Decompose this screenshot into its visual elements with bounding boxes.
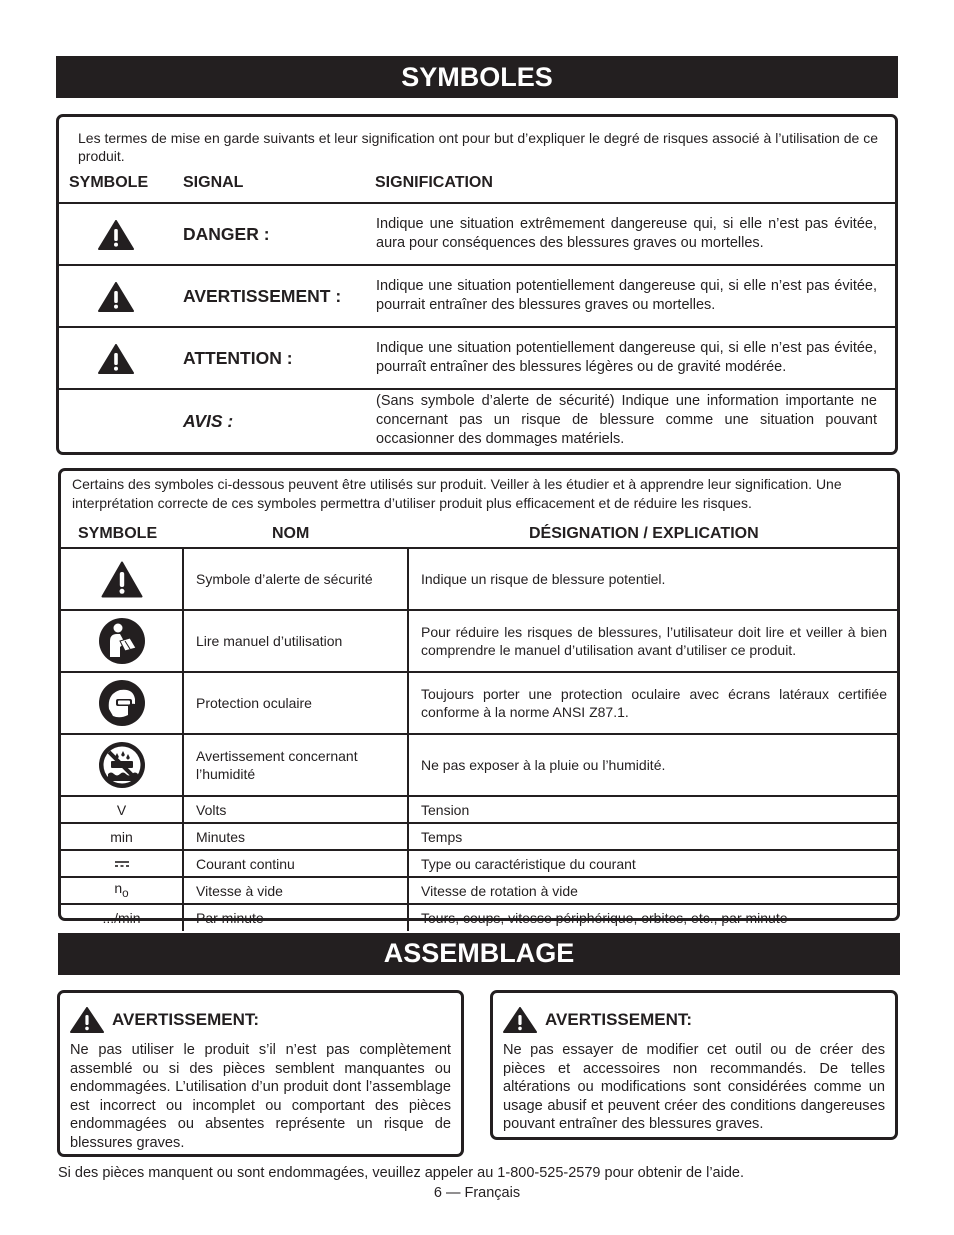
signal-meaning: (Sans symbole d’alerte de sécurité) Indique une information importante ne concernant pas un risque de blessure comme une situation pouvant occasionner des dommages matériels. [376, 393, 877, 447]
signal-words-box [56, 114, 898, 455]
symbol-name: Minutes [183, 823, 408, 850]
signal-meaning: Indique une situation potentiellement dangereuse qui, si elle n’est pas évitée, pourrait entraîner des blessures graves ou mortelles. [376, 278, 877, 313]
symbol-designation: Tension [408, 796, 897, 823]
table-row [61, 610, 897, 672]
symbol-cell: min [61, 823, 183, 850]
symbol-cell [61, 548, 183, 610]
symbol-cell: .../min [61, 904, 183, 931]
warning-text: Ne pas utiliser le produit s’il n’est pas complètement assemblé ou si des pièces semblent manquantes ou endommagées. L’utilisation d’un produit dont l’assemblage est incorrect ou incomplet ou comportant des pièces endommagées ou absentes représente un risque de blessures graves. [70, 1042, 451, 1151]
table-row [61, 734, 897, 796]
page-number: 6 — Français [433, 1185, 521, 1201]
symbol-subscript: o [122, 886, 129, 900]
signal-row-avis [59, 388, 895, 452]
symbol-designation: Pour réduire les risques de blessures, l’utilisateur doit lire et veiller à bien comprendre le manuel d’utilisation avant d’utiliser ce produit. [408, 610, 897, 672]
eye-protection-icon [98, 679, 146, 727]
symbols-table-intro: Certains des symboles ci-dessous peuvent être utilisés sur produit. Veiller à les étudier et à apprendre leur signification. Une interprétation correcte de ces symboles permettra d’utiliser produit plus efficacement et de réduire les risques. [72, 476, 842, 511]
signal-meaning: Indique une situation extrêmement dangereuse qui, si elle n’est pas évitée, aura pour conséquences des blessures graves ou mortelles. [376, 216, 877, 251]
symbol-cell: V [61, 796, 183, 823]
symbol-designation: Type ou caractéristique du courant [408, 850, 897, 877]
safety-alert-icon [101, 561, 143, 598]
signal-word: ATTENTION : [183, 348, 293, 368]
warning-text: Ne pas essayer de modifier cet outil ou de créer des pièces et accessoires non recommandés. De telles altérations ou modifications sont considérées comme un usage abusif et peuvent créer des conditions dangereuses pouvant entraîner des blessures graves. [503, 1042, 885, 1133]
symbol-designation: Temps [408, 823, 897, 850]
symbols-table-box [58, 468, 900, 926]
table-header-nom: NOM [272, 525, 310, 542]
signal-meaning: Indique une situation potentiellement dangereuse qui, si elle n’est pas évitée, pourraît entraîner des blessures légères ou de gravité modérée. [376, 340, 877, 375]
signal-row-danger [59, 202, 895, 264]
signal-word: AVIS : [183, 411, 234, 431]
symbol-cell [61, 877, 183, 904]
symbol-name: Volts [183, 796, 408, 823]
safety-alert-icon [70, 1007, 104, 1033]
header-signification: SIGNIFICATION [375, 174, 493, 191]
safety-alert-icon [98, 344, 134, 374]
warning-box-right [490, 990, 898, 1140]
safety-alert-icon [503, 1007, 537, 1033]
symbol-cell [61, 672, 183, 734]
assemblage-banner: ASSEMBLAGE [58, 933, 900, 975]
no-wet-conditions-icon [98, 741, 146, 789]
table-row [61, 877, 897, 904]
signal-row-attention [59, 326, 895, 388]
symbol-no-load-speed: n [114, 879, 123, 896]
signal-words-intro: Les termes de mise en garde suivants et leur signification ont pour but d’expliquer le degré de risques associé à l’utilisation de ce produit. [78, 130, 878, 164]
signal-word: DANGER : [183, 224, 270, 244]
table-row [61, 548, 897, 610]
warning-box-left [57, 990, 464, 1157]
symbol-designation: Indique un risque de blessure potentiel. [408, 548, 897, 610]
symboles-banner: SYMBOLES [56, 56, 898, 98]
symbol-designation: Toujours porter une protection oculaire avec écrans latéraux certifiée conforme à la norme ANSI Z87.1. [408, 672, 897, 734]
symbol-designation: Tours, coups, vitesse périphérique, orbites, etc., par minute [408, 904, 897, 931]
symbol-cell [61, 850, 183, 877]
symbol-cell [61, 610, 183, 672]
symbol-name: Symbole d’alerte de sécurité [183, 548, 408, 610]
warning-title: AVERTISSEMENT: [545, 1010, 693, 1029]
direct-current-icon [114, 860, 130, 868]
symbol-name: Par minute [183, 904, 408, 931]
symbol-name: Avertissement concernant l’humidité [183, 734, 408, 796]
header-symbole: SYMBOLE [69, 174, 149, 191]
table-row [61, 796, 897, 823]
table-row [61, 904, 897, 931]
table-header-symbole: SYMBOLE [78, 525, 158, 542]
help-footnote: Si des pièces manquent ou sont endommagées, veuillez appeler au 1-800-525-2579 pour obtenir de l’aide. [58, 1165, 744, 1181]
symbol-name: Lire manuel d’utilisation [183, 610, 408, 672]
table-row [61, 672, 897, 734]
header-signal: SIGNAL [183, 174, 244, 191]
symbol-designation: Vitesse de rotation à vide [408, 877, 897, 904]
safety-alert-icon [98, 282, 134, 312]
symbol-name: Protection oculaire [183, 672, 408, 734]
table-header-designation: DÉSIGNATION / EXPLICATION [529, 525, 759, 542]
warning-title: AVERTISSEMENT: [112, 1010, 260, 1029]
table-row [61, 850, 897, 877]
table-row [61, 823, 897, 850]
symbols-table [61, 547, 897, 931]
symbol-designation: Ne pas exposer à la pluie ou l’humidité. [408, 734, 897, 796]
symbol-cell [61, 734, 183, 796]
symbol-name: Courant continu [183, 850, 408, 877]
signal-row-avertissement [59, 264, 895, 326]
signal-word: AVERTISSEMENT : [183, 286, 342, 306]
symbol-name: Vitesse à vide [183, 877, 408, 904]
safety-alert-icon [98, 220, 134, 250]
read-manual-icon [98, 617, 146, 665]
